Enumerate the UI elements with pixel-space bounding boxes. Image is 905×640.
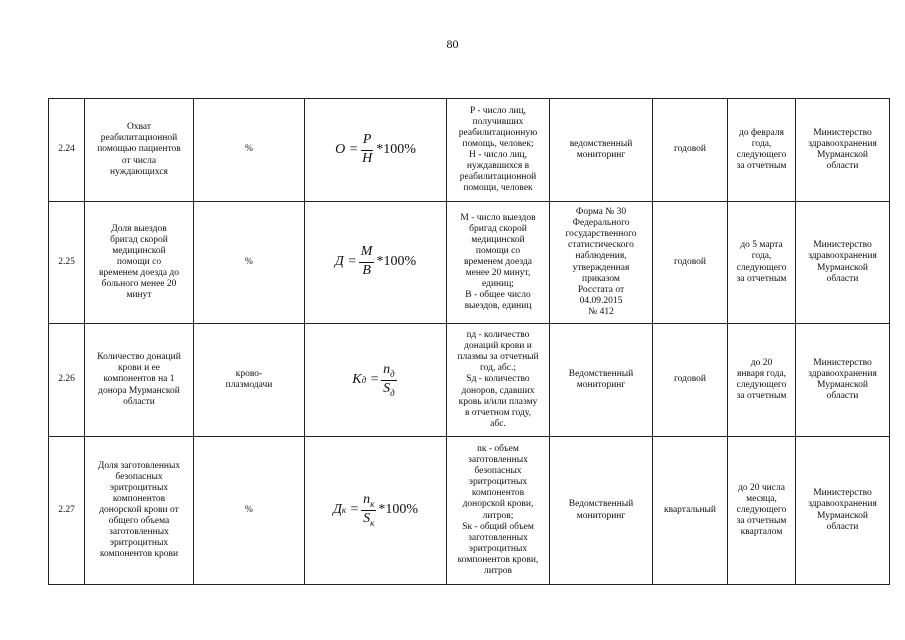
definition-cell: P - число лиц, получивших реабилитационную помощь, человек; H - число лиц, нуждавшихся в реабилитационной помощи, человек xyxy=(447,99,550,202)
table-row xyxy=(49,99,890,202)
formula: Д = $\frac{M}{B}$ *100% xyxy=(334,244,417,278)
formula: Д к = $\frac{n_к}{S_к}$ *100% xyxy=(333,492,418,528)
deadline-cell: до 20 января года, следующего за отчетным xyxy=(728,324,796,437)
page-number: 80 xyxy=(446,37,459,51)
formula-cell xyxy=(305,324,447,437)
unit-cell: % xyxy=(194,437,305,585)
row-number: 2.27 xyxy=(49,437,85,585)
source-cell: Ведомственный мониторинг xyxy=(550,324,653,437)
indicator-name: Охват реабилитационной помощью пациентов от числа нуждающихся xyxy=(85,99,194,202)
formula: O = $\frac{P}{H}$ *100% xyxy=(335,131,416,166)
table-row xyxy=(49,202,890,324)
indicators-table xyxy=(48,98,890,585)
indicator-name: Количество донаций крови и ее компонентов на 1 донора Мурманской области xyxy=(85,324,194,437)
deadline-cell: до 5 марта года, следующего за отчетным xyxy=(728,202,796,324)
row-number: 2.25 xyxy=(49,202,85,324)
responsible-cell: Министерство здравоохранения Мурманской области xyxy=(796,437,890,585)
frequency-cell: годовой xyxy=(653,202,728,324)
row-number: 2.26 xyxy=(49,324,85,437)
responsible-cell: Министерство здравоохранения Мурманской области xyxy=(796,202,890,324)
definition-cell: M - число выездов бригад скорой медицинской помощи со временем доезда менее 20 минут, единиц; B - общее число выездов, единиц xyxy=(447,202,550,324)
formula-cell xyxy=(305,99,447,202)
unit-cell: крово- плазмодачи xyxy=(194,324,305,437)
responsible-cell: Министерство здравоохранения Мурманской области xyxy=(796,99,890,202)
table-row xyxy=(49,324,890,437)
definition-cell: nд - количество донаций крови и плазмы за отчетный год, абс.; Sд - количество доноров, сдавших кровь и/или плазму в отчетном году, абс. xyxy=(447,324,550,437)
formula-cell xyxy=(305,202,447,324)
formula: K д = $\frac{n_д}{S_д}$ xyxy=(352,361,395,398)
formula-cell xyxy=(305,437,447,585)
source-cell: ведомственный мониторинг xyxy=(550,99,653,202)
unit-cell: % xyxy=(194,202,305,324)
frequency-cell: годовой xyxy=(653,324,728,437)
row-number: 2.24 xyxy=(49,99,85,202)
indicator-name: Доля заготовленных безопасных эритроцитных компонентов донорской крови от общего объема заготовленных эритроцитных компонентов крови xyxy=(85,437,194,585)
deadline-cell: до 20 числа месяца, следующего за отчетным кварталом xyxy=(728,437,796,585)
unit-cell: % xyxy=(194,99,305,202)
frequency-cell: годовой xyxy=(653,99,728,202)
indicator-name: Доля выездов бригад скорой медицинской помощи со временем доезда до больного менее 20 минут xyxy=(85,202,194,324)
table-row xyxy=(49,437,890,585)
frequency-cell: квартальный xyxy=(653,437,728,585)
source-cell: Форма № 30 Федерального государственного статистического наблюдения, утвержденная приказом Росстата от 04.09.2015 № 412 xyxy=(550,202,653,324)
definition-cell: nк - объем заготовленных безопасных эритроцитных компонентов донорской крови, литров; Sк - общий объем заготовленных эритроцитных компонентов крови, литров xyxy=(447,437,550,585)
source-cell: Ведомственный мониторинг xyxy=(550,437,653,585)
deadline-cell: до февраля года, следующего за отчетным xyxy=(728,99,796,202)
responsible-cell: Министерство здравоохранения Мурманской области xyxy=(796,324,890,437)
